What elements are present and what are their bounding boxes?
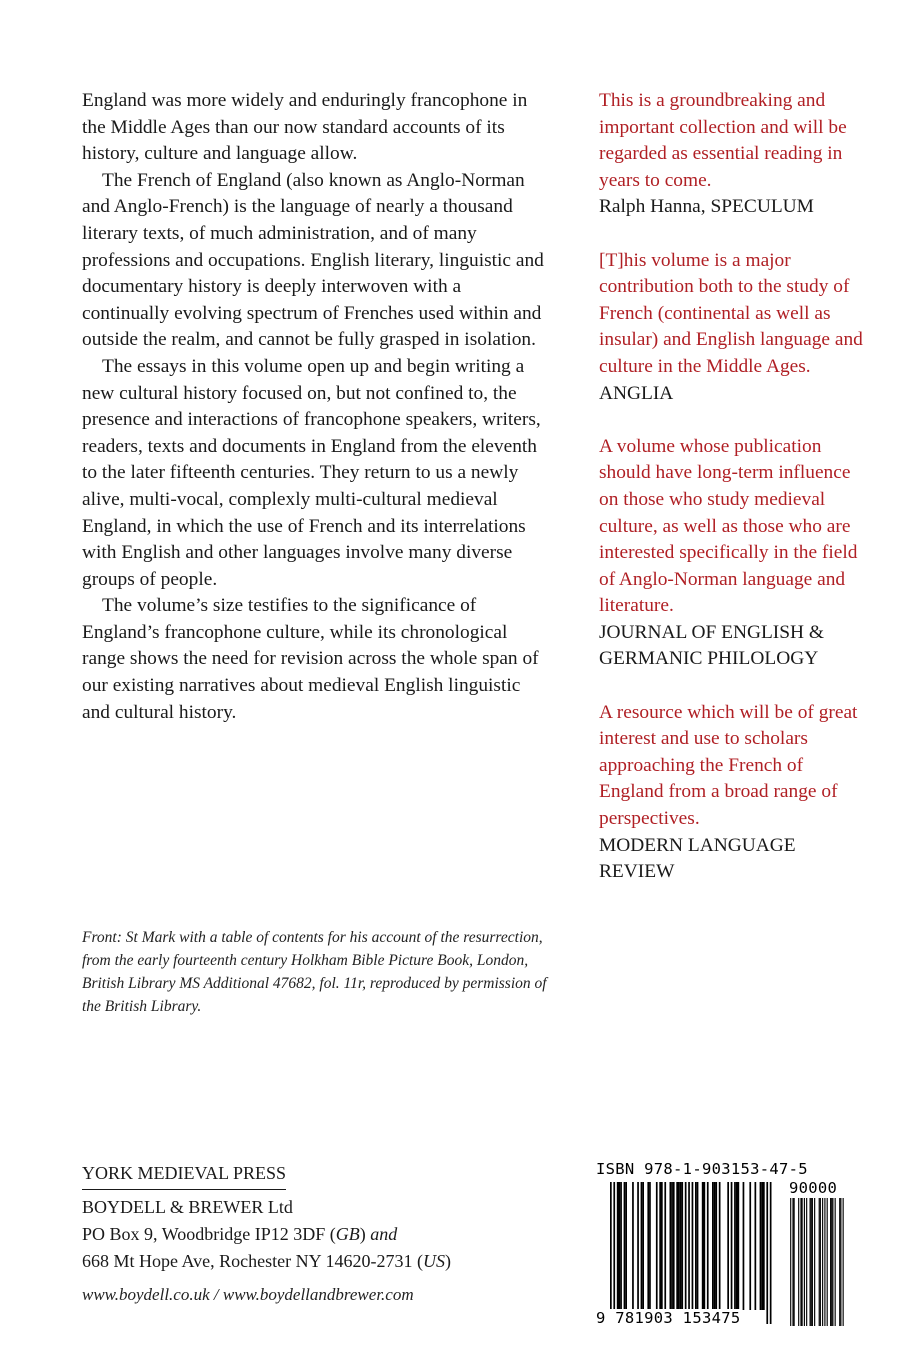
description-paragraph-3: The essays in this volume open up and begin writing a new cultural history focused on, but not confined to, the presence and interactions of francophone speakers, writers, readers, texts and documents in England from the eleventh to the later fifteenth centuries. They return to us a newly alive, multi-vocal, complexly multi-cultural medieval England, in which the use of French and its interrelations with English and other languages involve many diverse groups of people. (82, 355, 541, 590)
barcode-bar (800, 1198, 801, 1326)
review-source: JOURNAL OF ENGLISH & GERMANIC PHILOLOGY (599, 621, 824, 670)
address-us-text: 668 Mt Hope Ave, Rochester NY 14620-2731 ( (82, 1251, 423, 1271)
review (599, 700, 869, 886)
barcode-bar (820, 1198, 821, 1326)
barcode-bar (714, 1182, 716, 1310)
barcode-bar (664, 1182, 666, 1310)
review-source: MODERN LANGUAGE REVIEW (599, 834, 796, 883)
barcode-bar (830, 1198, 831, 1326)
barcode-bar (790, 1198, 791, 1326)
barcode-addon-label: 90000 (789, 1179, 838, 1197)
cover-caption: Front: St Mark with a table of contents for his account of the resurrection, from the early fourteenth century Holkham Bible Picture Book, London, British Library MS Additional 47682, fol. 11r, reproduced by permission of the British Library. (82, 929, 547, 1015)
barcode-bar (802, 1198, 803, 1326)
barcode-bar (702, 1182, 704, 1310)
barcode-bar (763, 1182, 765, 1310)
barcode-bar (812, 1198, 813, 1326)
barcode-bar (804, 1198, 805, 1326)
barcode-bar (715, 1182, 717, 1310)
barcode-bar (760, 1182, 762, 1310)
barcode-bar (727, 1182, 729, 1310)
publisher-info (82, 1160, 552, 1275)
barcode-bar (731, 1182, 733, 1310)
barcode-bar (678, 1182, 680, 1310)
barcode-bar (688, 1182, 690, 1324)
barcode-bar (625, 1182, 627, 1310)
barcode-bar (642, 1182, 644, 1310)
review-text: A resource which will be of great interest and use to scholars approaching the French of England from a broad range of perspectives. (599, 701, 858, 830)
barcode-bar (647, 1182, 649, 1310)
address-uk-text: PO Box 9, Woodbridge IP12 3DF ( (82, 1224, 336, 1244)
address-us-country: US (422, 1251, 445, 1271)
address-uk-close: ) (359, 1224, 371, 1244)
barcode-bar (810, 1198, 811, 1326)
publisher-company: BOYDELL & BREWER Ltd (82, 1197, 293, 1217)
barcode-bar (613, 1182, 615, 1324)
description-paragraph-1: England was more widely and enduringly francophone in the Middle Ages than our now standard accounts of its history, culture and language allow. (82, 90, 528, 165)
addon-barcode (789, 1198, 847, 1326)
barcode-bar (738, 1182, 740, 1310)
barcode-bar (743, 1182, 745, 1310)
barcode-bar (637, 1182, 639, 1310)
barcode-bar (798, 1198, 799, 1326)
barcode-bar (761, 1182, 763, 1310)
barcode-bar (685, 1182, 687, 1310)
barcode-bar (814, 1198, 815, 1326)
barcode-bar (697, 1182, 699, 1310)
description-paragraph-4: The volume’s size testifies to the significance of England’s francophone culture, while its chronological range shows the need for revision across the whole span of our existing narratives about medieval English linguistic and cultural history. (82, 595, 539, 723)
barcode-bar (670, 1182, 672, 1310)
review-text: [T]his volume is a major contribution both to the study of French (continental as well as insular) and English language and culture in the Middle Ages. (599, 249, 863, 377)
barcode-bar (656, 1182, 658, 1310)
barcode-bar (704, 1182, 706, 1310)
barcode-bar (661, 1182, 663, 1310)
barcode-bar (632, 1182, 634, 1310)
publisher-address-us (82, 1248, 552, 1275)
barcode-block (596, 1160, 850, 1330)
barcode-bar (827, 1198, 828, 1326)
review-source: Ralph Hanna, SPECULUM (599, 196, 814, 218)
description (82, 88, 552, 726)
publisher-website[interactable]: www.boydell.co.uk / www.boydellandbrewer.com (82, 1285, 414, 1304)
reviews (599, 88, 869, 912)
barcode-bar (832, 1198, 833, 1326)
description-paragraph-2: The French of England (also known as Anglo-Norman and Anglo-French) is the language of nearly a thousand literary texts, of much administration, and of many professions and occupations. English literary, linguistic and documentary history is deeply interwoven with a continually evolving spectrum of Frenches used within and outside the realm, and cannot be fully grasped in isolation. (82, 169, 544, 351)
address-uk-country: GB (335, 1224, 360, 1244)
barcode-bar (792, 1198, 793, 1326)
barcode-bar (734, 1182, 736, 1310)
ean-barcode (596, 1182, 786, 1328)
barcode-bar (673, 1182, 675, 1310)
barcode-bar (835, 1198, 836, 1326)
barcode-bar (649, 1182, 651, 1310)
barcode-bar (843, 1198, 844, 1326)
barcode-bar (839, 1198, 840, 1326)
barcode-bar (811, 1198, 812, 1326)
publisher-address-uk (82, 1221, 552, 1248)
barcode-bar (620, 1182, 622, 1310)
review (599, 88, 869, 221)
review-source: ANGLIA (599, 382, 674, 404)
barcode-bar (707, 1182, 709, 1310)
barcode-bar (676, 1182, 678, 1310)
isbn-label: ISBN 978-1-903153-47-5 (596, 1160, 808, 1178)
review-text: A volume whose publication should have long-term influence on those who study medieval culture, as well as those who are interested specifically in the field of Anglo-Norman language and literature. (599, 435, 858, 617)
barcode-bar (712, 1182, 714, 1310)
address-and: and (370, 1224, 398, 1244)
barcode-bar (624, 1182, 626, 1310)
barcode-bar (719, 1182, 721, 1310)
barcode-bar (824, 1198, 825, 1326)
barcode-bar (695, 1182, 697, 1310)
barcode-bar (659, 1182, 661, 1310)
ean-digits: 9 781903 153475 (596, 1309, 741, 1327)
barcode-bar (755, 1182, 757, 1310)
barcode-bar (840, 1198, 841, 1326)
review (599, 434, 869, 673)
barcode-bar (770, 1182, 772, 1324)
barcode-bar (806, 1198, 807, 1326)
barcode-bar (831, 1198, 832, 1326)
barcode-bar (766, 1182, 768, 1324)
barcode-bar (610, 1182, 612, 1324)
barcode-bar (749, 1182, 751, 1310)
publisher-imprint: YORK MEDIEVAL PRESS (82, 1160, 286, 1190)
barcode-bar (681, 1182, 683, 1310)
barcode-bar (641, 1182, 643, 1310)
barcode-bar (822, 1198, 823, 1326)
barcode-bar (736, 1182, 738, 1310)
barcode-bar (671, 1182, 673, 1310)
review (599, 248, 869, 408)
barcode-bar (819, 1198, 820, 1326)
address-us-close: ) (444, 1251, 451, 1271)
review-text: This is a groundbreaking and important collection and will be regarded as essential reading in years to come. (599, 90, 847, 191)
barcode-bar (794, 1198, 795, 1326)
barcode-bar (692, 1182, 694, 1324)
barcode-bar (680, 1182, 682, 1310)
barcode-bar (619, 1182, 621, 1310)
barcode-bar (617, 1182, 619, 1310)
